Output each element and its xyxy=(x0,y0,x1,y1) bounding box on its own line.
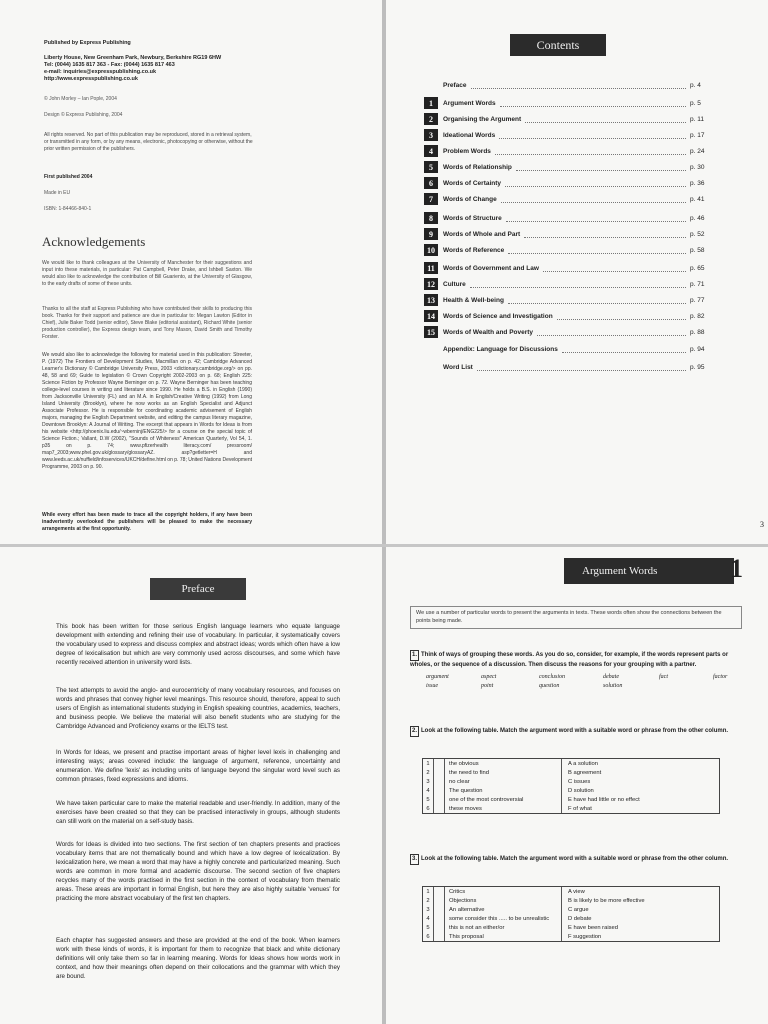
table-row xyxy=(423,768,719,777)
match-right-item: D solution xyxy=(568,787,594,794)
contents-row[interactable] xyxy=(424,160,724,174)
preface-paragraph-3: In Words for Ideas, we present and practise important areas of higher level lexis in challenging and interesting ways; areas covered include: the language of argument, reference, uncertainty and enumeration. We define 'lexis' as including units of language beyond the singular word level such as common phrases, fixed expressions and idioms. xyxy=(56,749,340,783)
contents-row[interactable] xyxy=(424,227,724,241)
contents-row-page: p. 94 xyxy=(690,345,705,353)
word-bank-item: point xyxy=(481,683,494,689)
contents-title: Contents xyxy=(510,34,606,56)
word-bank-item: debate xyxy=(603,674,619,680)
contents-row-page: p. 30 xyxy=(690,163,705,171)
leader-dots xyxy=(508,252,686,254)
contents-row-page: p. 82 xyxy=(690,312,705,320)
publisher-tel: Tel: (0044) 1635 817 363 - Fax: (0044) 1635 817 463 xyxy=(44,62,175,68)
answer-box[interactable] xyxy=(434,914,445,923)
contents-row-title: Words of Government and Law xyxy=(443,264,539,272)
page-copyright xyxy=(0,0,384,546)
preface-paragraph-4: We have taken particular care to make the material readable and user-friendly. In addition, many of the exercises have been created so that they can be practised interactively in groups, although students can still work on the material on a self-study basis. xyxy=(56,800,340,825)
answer-box[interactable] xyxy=(434,804,445,813)
contents-row-title: Organising the Argument xyxy=(443,115,522,123)
question-2-number: 2. xyxy=(410,726,419,737)
chapter-number-badge: 5 xyxy=(424,161,438,173)
answer-box[interactable] xyxy=(434,932,445,941)
answer-box[interactable] xyxy=(434,768,445,777)
word-bank-item: solution xyxy=(603,683,623,689)
question-2 xyxy=(410,726,732,737)
contents-row[interactable] xyxy=(424,261,724,275)
row-number: 4 xyxy=(423,914,434,923)
ack-paragraph-4: While every effort has been made to trace all the copyright holders, if any have been inadvertently overlooked the publishers will be pleased to make the necessary arrangements at the first opportunity. xyxy=(42,512,252,532)
contents-row-title: Words of Change xyxy=(443,195,497,203)
contents-row-title: Words of Certainty xyxy=(443,179,502,187)
leader-dots xyxy=(506,220,686,222)
contents-row-page: p. 52 xyxy=(690,230,705,238)
answer-box[interactable] xyxy=(434,777,445,786)
preface-paragraph-2: The text attempts to avoid the anglo- and eurocentricity of many vocabulary resources, and focuses on words and phrases that convey higher level meanings. This resource should, therefore, appeal to such users of English as international students studying in English speaking countries, academics, teachers, and business people. We believe the material will also benefit students who are studying for the Cambridge Advanced and Proficiency exams or the IELTS test. xyxy=(56,687,340,730)
contents-row[interactable] xyxy=(424,309,724,323)
word-bank-row-1 xyxy=(426,674,726,682)
contents-row[interactable] xyxy=(424,176,724,190)
match-right-item: C issues xyxy=(568,778,591,785)
table-row xyxy=(423,887,719,896)
contents-row-page: p. 88 xyxy=(690,328,705,336)
leader-dots xyxy=(508,302,686,304)
word-bank-item: fact xyxy=(659,674,668,680)
match-table-3 xyxy=(422,886,720,942)
contents-row[interactable] xyxy=(424,293,724,307)
contents-row-title: Words of Structure xyxy=(443,214,502,222)
match-left-item: one of the most controversial xyxy=(445,795,562,804)
leader-dots xyxy=(525,121,686,123)
contents-row-page: p. 65 xyxy=(690,264,705,272)
contents-row-title: Appendix: Language for Discussions xyxy=(443,345,558,353)
chapter-number-badge: 4 xyxy=(424,145,438,157)
answer-box[interactable] xyxy=(434,887,445,896)
contents-row-page: p. 58 xyxy=(690,246,705,254)
publisher-address: Liberty House, New Greenham Park, Newbury, Berkshire RG19 6HW xyxy=(44,55,222,61)
leader-dots xyxy=(543,270,686,272)
ack-paragraph-1: We would like to thank colleagues at the University of Manchester for their suggestions and input into these materials, in particular: Pat Campbell, Peter Drake, and Ishbell Saxton. We would also like to acknowledge the contribution of Bill Guariento, at the University of Glasgow, to the early drafts of some of these units. xyxy=(42,260,252,287)
row-number: 2 xyxy=(423,896,434,905)
answer-box[interactable] xyxy=(434,905,445,914)
word-bank-row-2 xyxy=(426,683,726,691)
first-published: First published 2004 xyxy=(44,174,93,180)
table-row xyxy=(423,777,719,786)
match-left-item: this is not an either/or xyxy=(445,923,562,932)
rights-notice: All rights reserved. No part of this publication may be reproduced, stored in a retrieval system, or transmitted in any form, or by any means, electronic, photocopying or otherwise, without the prior written permission of the publishers. xyxy=(44,132,253,152)
match-right-item: A a solution xyxy=(568,760,598,767)
question-1-number: 1. xyxy=(410,650,419,661)
row-number: 1 xyxy=(423,887,434,896)
match-right-item: C argue xyxy=(568,906,589,913)
contents-row-title: Words of Relationship xyxy=(443,163,512,171)
chapter-number-badge: 6 xyxy=(424,177,438,189)
chapter-number-badge: 12 xyxy=(424,278,438,290)
table-row xyxy=(423,896,719,905)
answer-box[interactable] xyxy=(434,896,445,905)
chapter-number-badge: 2 xyxy=(424,113,438,125)
ack-paragraph-3: We would also like to acknowledge the following for material used in this publication: Streeter, P. (1972) The Frontiers of Development Studies, Macmillan on p. 42; Cambridge Advanced Learner's Dictionary © Cambridge University Press, 2003 <dictionary.cambridge.org/> on pp. 48, 58 and 69; Guide to legislation © Crown Copyright 2002-2003 on p. 68; English 225: Science Fiction by Professor Wayne Berninger on p. 72. Wayne Berninger has been teaching college-level courses in writing and literature since 1990. He holds a B.S. in English (1990) from Jacksonville University (FL) and an M.A. in English/Creative Writing (1992) from Long Island University (Brooklyn), where he now works as an English Specialist and Adjunct Associate Professor. He is responsible for coordinating academic advisement of English majors, managing the English Department website, and editing the campus literary magazine, Downtown Brooklyn: A Journal of Writing. The excerpt that appears in Words for Ideas is from his website <http://phoenix.liu.edu/~wberninj/ENG225/> for a course on the special topic of Science Fiction.; Vallant, D.W (2002), "Sounds of Whiteness" American Quarterly, Vol 54, 1. p35 on p. 74; www.pfizerhealth literacy.com/ pressroom/ map7_2003;www.phel.gov.uk/glossary/glossaryAZ. asp?getletter=H and www.leeds.ac.uk/nuffield/infoservices/UKCH/define.html on p. 78; United Nations Development Programme, 2003 on p. 90. xyxy=(42,352,252,470)
question-1 xyxy=(410,650,732,670)
contents-row-title: Health & Well-being xyxy=(443,296,504,304)
chapter-number-badge: 3 xyxy=(424,129,438,141)
published-by: Published by Express Publishing xyxy=(44,40,131,46)
page-number: 3 xyxy=(760,520,764,529)
contents-row[interactable] xyxy=(424,96,724,110)
match-right-item: D debate xyxy=(568,915,592,922)
contents-row-page: p. 41 xyxy=(690,195,705,203)
contents-row[interactable] xyxy=(424,243,724,257)
chapter-number-badge: 15 xyxy=(424,326,438,338)
match-left-item: some consider this ..... to be unrealistic xyxy=(445,914,562,923)
contents-row-page: p. 46 xyxy=(690,214,705,222)
table-row xyxy=(423,795,719,804)
table-row xyxy=(423,914,719,923)
leader-dots xyxy=(471,87,687,89)
page-preface xyxy=(0,546,384,1024)
answer-box[interactable] xyxy=(434,759,445,768)
contents-row[interactable] xyxy=(424,325,724,339)
chapter-title: Argument Words xyxy=(582,565,658,577)
match-right-item: B agreement xyxy=(568,769,602,776)
match-left-item: the obvious xyxy=(445,759,562,768)
leader-dots xyxy=(557,318,686,320)
match-right-item: F of what xyxy=(568,805,592,812)
row-number: 1 xyxy=(423,759,434,768)
book-gutter xyxy=(382,0,386,1024)
contents-row-page: p. 71 xyxy=(690,280,705,288)
acknowledgements-title: Acknowledgements xyxy=(42,234,146,249)
table-row xyxy=(423,932,719,941)
contents-row-page: p. 95 xyxy=(690,363,705,371)
made-in: Made in EU xyxy=(44,190,71,196)
match-left-item: no clear xyxy=(445,777,562,786)
contents-row-page: p. 36 xyxy=(690,179,705,187)
leader-dots xyxy=(500,105,686,107)
match-right-item: E have been raised xyxy=(568,924,618,931)
contents-row-title: Words of Science and Investigation xyxy=(443,312,553,320)
contents-row[interactable] xyxy=(424,128,724,142)
contents-row-page: p. 11 xyxy=(690,115,704,123)
row-number: 3 xyxy=(423,777,434,786)
word-bank-item: issue xyxy=(426,683,438,689)
leader-dots xyxy=(499,137,686,139)
isbn: ISBN: 1-84466-840-1 xyxy=(44,206,92,212)
question-3-number: 3. xyxy=(410,854,419,865)
leader-dots xyxy=(562,351,686,353)
match-left-item: The question xyxy=(445,786,562,795)
chapter-title-banner xyxy=(564,558,734,584)
word-bank-item: argument xyxy=(426,674,449,680)
preface-paragraph-6: Each chapter has suggested answers and these are provided at the end of the book. When learners work with these kinds of words, it is important for them to recognize that black and white dictionary definitions will only take them so far in learning meaning. Words for Ideas shows how words work in context, and how their meanings often depend on their collocations and the grammar with which they are bound. xyxy=(56,937,340,980)
chapter-number-badge: 14 xyxy=(424,310,438,322)
leader-dots xyxy=(470,286,686,288)
contents-row-page: p. 24 xyxy=(690,147,705,155)
match-left-item: the need to find xyxy=(445,768,562,777)
copyright-authors: © John Morley – Ian Pople, 2004 xyxy=(44,96,117,102)
match-left-item: these moves xyxy=(445,804,562,813)
contents-row[interactable] xyxy=(424,78,724,92)
question-3 xyxy=(410,854,732,865)
contents-row-title: Culture xyxy=(443,280,466,288)
match-left-item: Critics xyxy=(445,887,562,896)
page-contents xyxy=(384,0,768,546)
contents-row-title: Problem Words xyxy=(443,147,491,155)
copyright-design: Design © Express Publishing, 2004 xyxy=(44,112,123,118)
publisher-web: http://www.expresspublishing.co.uk xyxy=(44,76,138,82)
answer-box[interactable] xyxy=(434,786,445,795)
leader-dots xyxy=(501,201,686,203)
row-number: 6 xyxy=(423,932,434,941)
preface-paragraph-5: Words for Ideas is divided into two sections. The first section of ten chapters presents and practices vocabulary items that are not thematically bound and which have a low degree of lexicalization. By lexicalization here, we mean a word that may have a highly concrete and particularized meaning. Such words are common in more formal and academic discourse. The second section of five chapters recycles many of the words practised in the first section in the context of vocabulary from thematic areas. These areas are important in formal English, but here they are also highly suitable 'venues' for practicing the more abstract vocabulary of the first ten chapters. xyxy=(56,841,340,902)
chapter-number-badge: 9 xyxy=(424,228,438,240)
contents-row[interactable] xyxy=(424,112,724,126)
leader-dots xyxy=(477,369,686,371)
leader-dots xyxy=(495,153,686,155)
contents-row[interactable] xyxy=(424,342,724,356)
chapter-number-badge xyxy=(424,79,438,91)
preface-paragraph-1: This book has been written for those serious English language learners who equate language development with extending and refining their use of vocabulary. In particular, it systematically covers the vocabulary used to express and discuss complex and abstract ideas; words which often have a low degree of lexicalisation but which are very commonly used across discourses, and some which have recently received attention in university word lists. xyxy=(56,623,340,666)
page-argument-words xyxy=(384,546,768,1024)
contents-row[interactable] xyxy=(424,277,724,291)
contents-row-title: Ideational Words xyxy=(443,131,496,139)
answer-box[interactable] xyxy=(434,795,445,804)
row-number: 2 xyxy=(423,768,434,777)
contents-row-title: Words of Wealth and Poverty xyxy=(443,328,534,336)
contents-row-page: p. 77 xyxy=(690,296,705,304)
word-bank-item: aspect xyxy=(481,674,497,680)
row-number: 3 xyxy=(423,905,434,914)
page-fold xyxy=(0,544,768,547)
contents-row-page: p. 17 xyxy=(690,131,705,139)
question-2-text: Look at the following table. Match the argument word with a suitable word or phrase from the other column. xyxy=(421,728,729,734)
leader-dots xyxy=(505,185,686,187)
leader-dots xyxy=(516,169,686,171)
chapter-number: 1 xyxy=(730,554,743,583)
match-right-item: E have had little or no effect xyxy=(568,796,640,803)
table-row xyxy=(423,804,719,813)
chapter-number-badge: 7 xyxy=(424,193,438,205)
contents-row-page: p. 4 xyxy=(690,81,701,89)
row-number: 6 xyxy=(423,804,434,813)
question-1-text: Think of ways of grouping these words. As you do so, consider, for example, if the words represent parts or wholes, or the sequence of a discussion. Then discuss the reasons for your grouping with a partner. xyxy=(410,652,729,668)
match-left-item: An alternative xyxy=(445,905,562,914)
chapter-number-badge xyxy=(424,343,438,355)
publisher-email: e-mail: inquiries@expresspublishing.co.uk xyxy=(44,69,157,75)
contents-row-title: Word List xyxy=(443,363,473,371)
word-bank-item: factor xyxy=(713,674,728,680)
chapter-number-badge xyxy=(424,361,438,373)
table-row xyxy=(423,759,719,768)
table-row xyxy=(423,905,719,914)
match-left-item: Objections xyxy=(445,896,562,905)
contents-row-title: Preface xyxy=(443,81,467,89)
match-right-item: F suggestion xyxy=(568,933,602,940)
match-left-item: This proposal xyxy=(445,932,562,941)
contents-row-page: p. 5 xyxy=(690,99,701,107)
match-right-item: A view xyxy=(568,888,585,895)
chapter-number-badge: 10 xyxy=(424,244,438,256)
row-number: 5 xyxy=(423,923,434,932)
row-number: 4 xyxy=(423,786,434,795)
chapter-number-badge: 11 xyxy=(424,262,438,274)
contents-row[interactable] xyxy=(424,192,724,206)
word-bank-item: conclusion xyxy=(539,674,565,680)
table-row xyxy=(423,923,719,932)
chapter-number-badge: 8 xyxy=(424,212,438,224)
leader-dots xyxy=(537,334,686,336)
word-bank-item: question xyxy=(539,683,560,689)
contents-row-title: Argument Words xyxy=(443,99,496,107)
contents-row-title: Words of Whole and Part xyxy=(443,230,521,238)
chapter-number-badge: 1 xyxy=(424,97,438,109)
match-right-item: B is likely to be more effective xyxy=(568,897,645,904)
contents-row[interactable] xyxy=(424,211,724,225)
ack-paragraph-2: Thanks to all the staff at Express Publishing who have contributed their skills to producing this book. Thanks for their support and patience are due in particular to: Megan Lawton (Editor in Chief), Julie Baker Todd (senior editor), Steve Blake (editorial assistant), Richard White (senior production controller), the Express design team, and Tony Mason, David Smith and Timothy Forster. xyxy=(42,306,252,340)
match-table-2 xyxy=(422,758,720,814)
contents-row-title: Words of Reference xyxy=(443,246,505,254)
intro-box: We use a number of particular words to present the arguments in texts. These words often show the connections between the points being made. xyxy=(410,606,742,629)
contents-row[interactable] xyxy=(424,144,724,158)
contents-row[interactable] xyxy=(424,360,724,374)
question-3-text: Look at the following table. Match the argument word with a suitable word or phrase from the other column. xyxy=(421,856,729,862)
row-number: 5 xyxy=(423,795,434,804)
table-row xyxy=(423,786,719,795)
chapter-number-badge: 13 xyxy=(424,294,438,306)
leader-dots xyxy=(524,236,686,238)
answer-box[interactable] xyxy=(434,923,445,932)
preface-title: Preface xyxy=(150,578,246,600)
